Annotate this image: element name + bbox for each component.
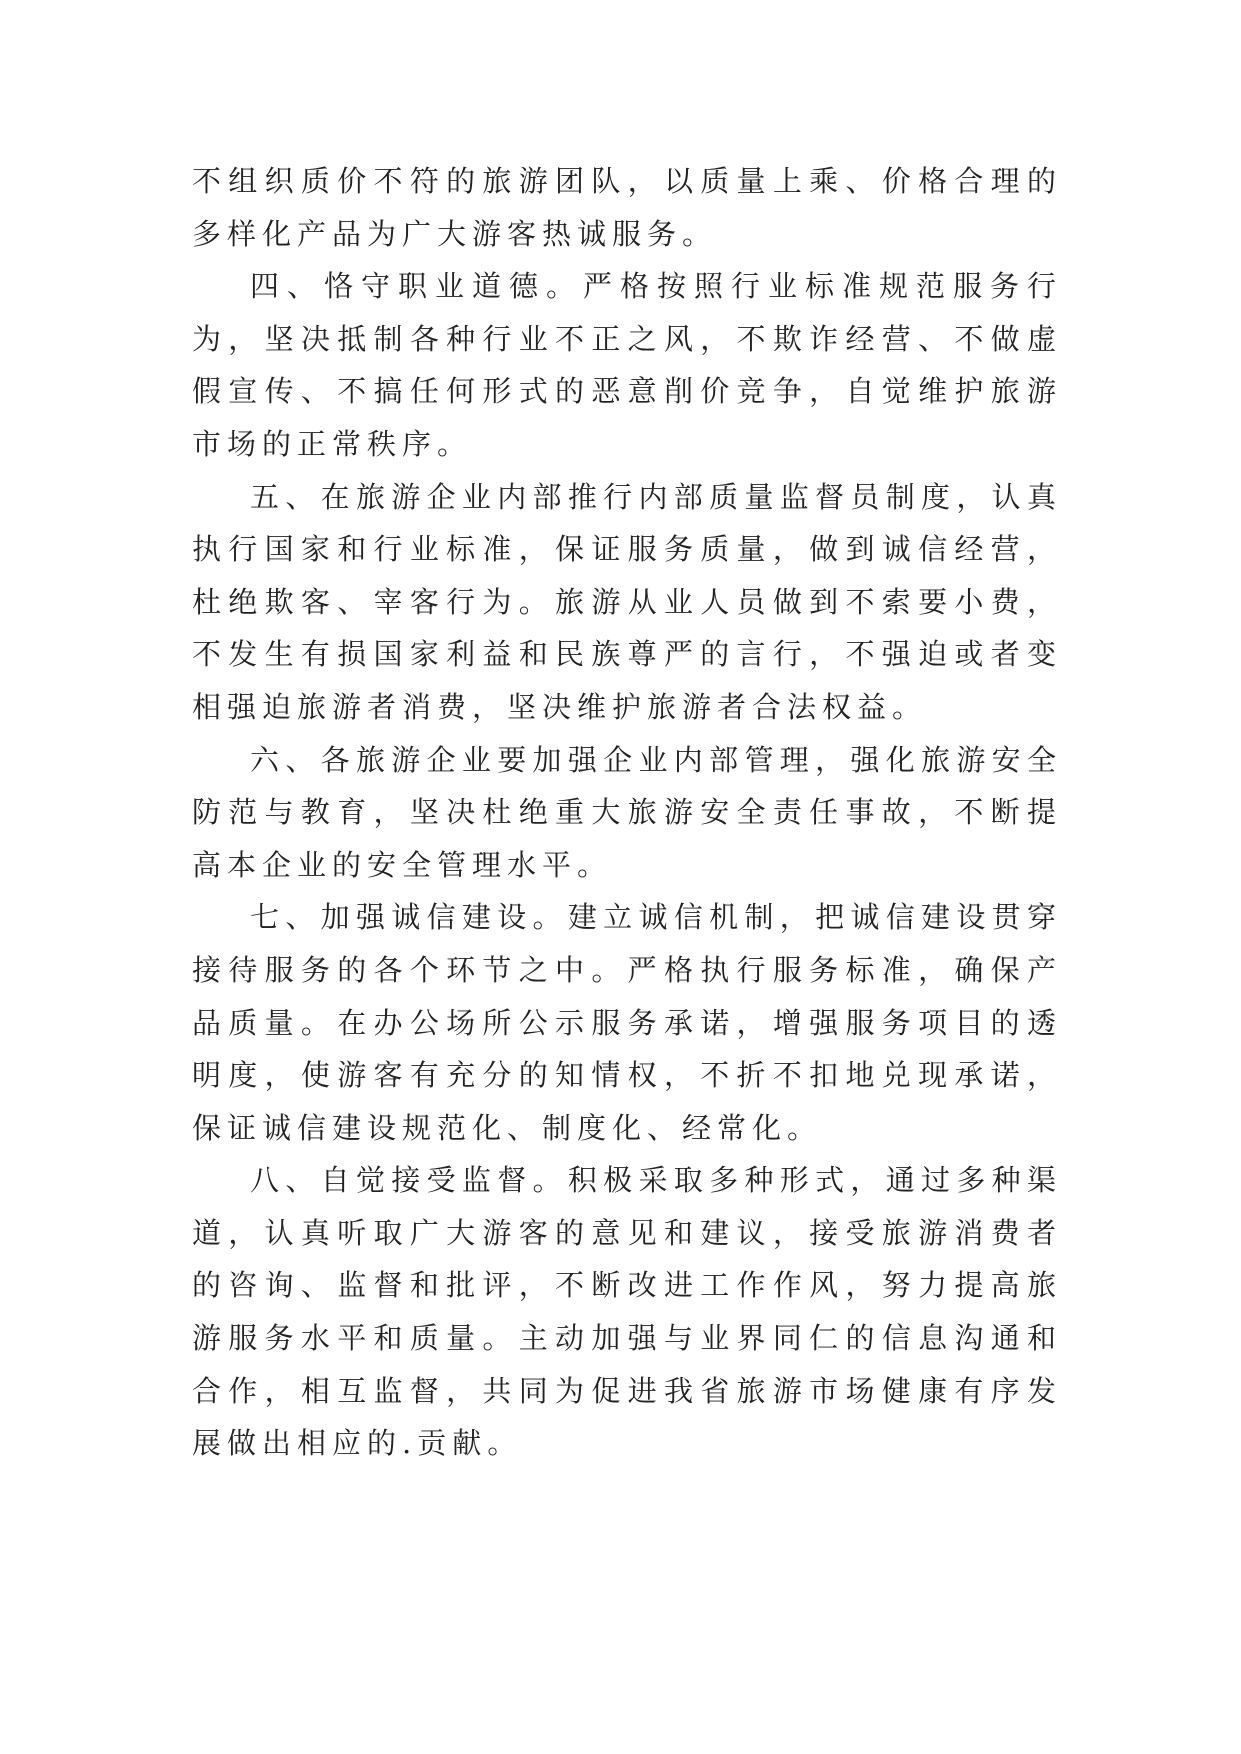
document-body [192, 155, 1062, 1470]
paragraph-item-8: 八、自觉接受监督。积极采取多种形式，通过多种渠道，认真听取广大游客的意见和建议，接受旅游消费者的咨询、监督和批评，不断改进工作作风，努力提高旅游服务水平和质量。主动加强与业界同仁的信息沟通和合作，相互监督，共同为促进我省旅游市场健康有序发展做出相应的.贡献。 [192, 1163, 1062, 1461]
paragraph-item-7: 七、加强诚信建设。建立诚信机制，把诚信建设贯穿接待服务的各个环节之中。严格执行服务标准，确保产品质量。在办公场所公示服务承诺，增强服务项目的透明度，使游客有充分的知情权，不折不扣地兑现承诺，保证诚信建设规范化、制度化、经常化。 [192, 900, 1062, 1145]
paragraph-item-4: 四、恪守职业道德。严格按照行业标准规范服务行为，坚决抵制各种行业不正之风，不欺诈经营、不做虚假宣传、不搞任何形式的恶意削价竞争，自觉维护旅游市场的正常秩序。 [192, 269, 1062, 461]
paragraph-item-6: 六、各旅游企业要加强企业内部管理，强化旅游安全防范与教育，坚决杜绝重大旅游安全责任事故，不断提高本企业的安全管理水平。 [192, 742, 1062, 882]
paragraph-item-5: 五、在旅游企业内部推行内部质量监督员制度，认真执行国家和行业标准，保证服务质量，做到诚信经营，杜绝欺客、宰客行为。旅游从业人员做到不索要小费，不发生有损国家利益和民族尊严的言行，不强迫或者变相强迫旅游者消费，坚决维护旅游者合法权益。 [192, 479, 1062, 724]
paragraph-continuation: 不组织质价不符的旅游团队，以质量上乘、价格合理的多样化产品为广大游客热诚服务。 [192, 164, 1062, 251]
